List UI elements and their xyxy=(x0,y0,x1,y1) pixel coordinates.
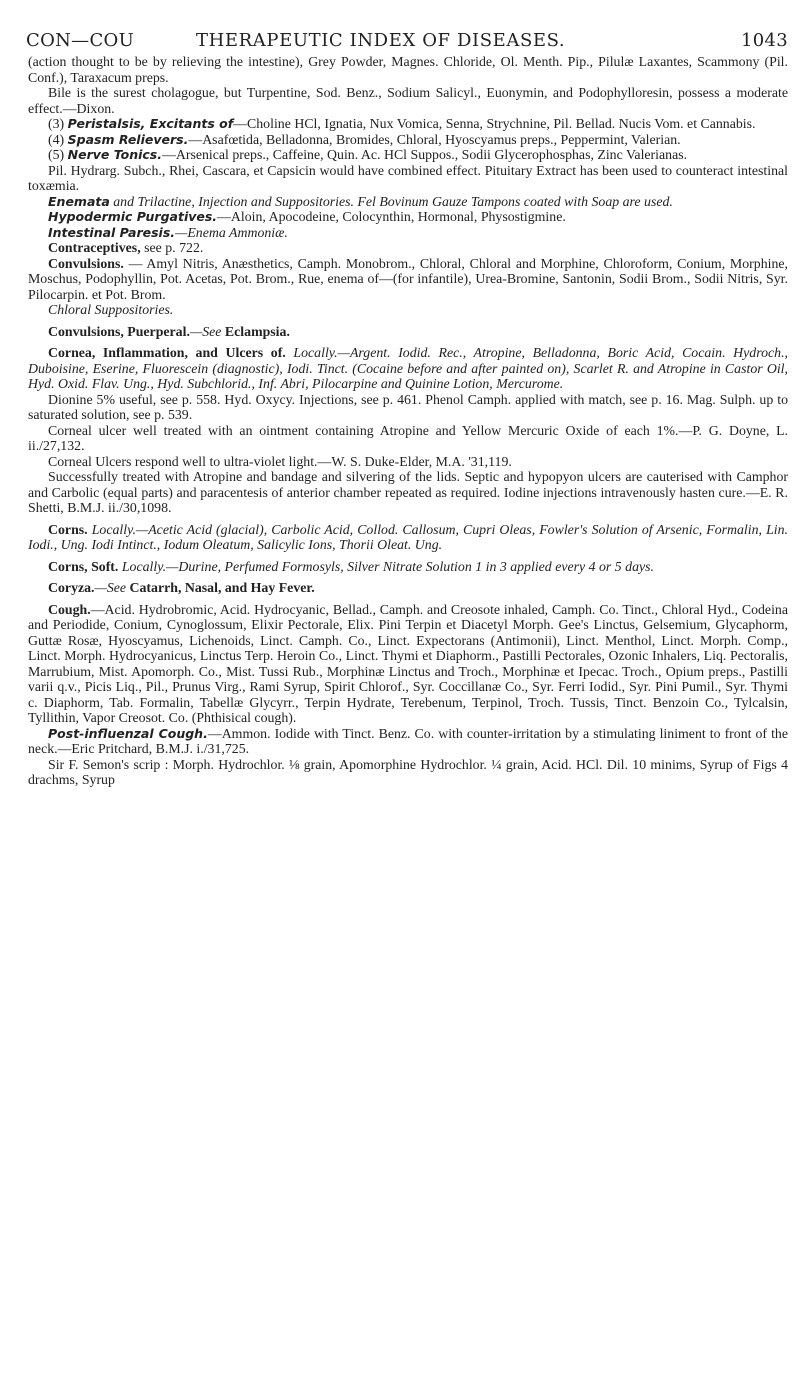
subheading: Nerve Tonics. xyxy=(67,147,162,162)
peristalsis-excitants: (3) Peristalsis, Excitants of—Choline HCl, Ignatia, Nux Vomica, Senna, Strychnine, Pil. Bellad. Nucis Vom. et Cannabis. xyxy=(48,116,756,131)
entry-corns: Corns. Locally.—Acetic Acid (glacial), Carbolic Acid, Collod. Callosum, Cupri Oleas, Fowler's Solution of Arsenic, Formalin, Lin. Iodi., Ung. Iodi Intinct., Iodum Oleatum, Salicylic Ions, Thorii Oleat. Ung. xyxy=(28,521,788,552)
entry-contraceptives: Contraceptives, see p. 722. xyxy=(48,240,204,255)
entry-heading: Corns, Soft. xyxy=(48,558,119,574)
entry-cornea: Cornea, Inflammation, and Ulcers of. Locally.—Argent. Iodid. Rec., Atropine, Belladonna, Boric Acid, Cocain. Hydroch., Duboisine, Eserine, Fluorescein (diagnostic), Iodi. Tinct. (Cocaine before and after painted on), Scarlet R. and Atropine in Castor Oil, Hyd. Oxid. Flav. Ung., Hyd. Subchlorid., Inf. Abri, Pilocarpine and Quinine Lotion, Mercurome. xyxy=(28,345,789,391)
subheading: Hypodermic Purgatives. xyxy=(48,209,218,224)
hypodermic-purgatives: Hypodermic Purgatives.—Aloin, Apocodeine, Colocynthin, Hormonal, Physostigmine. xyxy=(48,209,566,224)
entry-heading: Coryza. xyxy=(48,580,95,595)
entry-corns-soft: Corns, Soft. Locally.—Durine, Perfumed Formosyls, Silver Nitrate Solution 1 in 3 applied every 4 or 5 days. xyxy=(48,558,654,574)
book-page xyxy=(22,6,794,1382)
subheading: Enemata xyxy=(48,193,110,209)
header-section-range: CON—COU xyxy=(26,30,135,51)
entry-heading: Corns. xyxy=(48,521,88,537)
cornea-atropine-bandage: Successfully treated with Atropine and bandage and silvering of the lids. Septic and hypopyon ulcers are cauterised with Camphor and Carbolic (equal parts) and paracentesis of anterior chamber repeated as required. Iodine injections intravenously hasten cure.—E. R. Shetti, B.M.J. ii./30,1098. xyxy=(28,469,788,515)
entry-coryza: Coryza.—See Catarrh, Nasal, and Hay Fever. xyxy=(48,580,315,595)
chloral-suppositories: Chloral Suppositories. xyxy=(48,302,174,317)
header-title: THERAPEUTIC INDEX OF DISEASES. xyxy=(196,30,566,51)
running-header xyxy=(22,6,794,50)
semon-prescription: Sir F. Semon's scrip : Morph. Hydrochlor. ⅛ grain, Apomorphine Hydrochlor. ¼ grain, Acid. HCl. Dil. 10 minims, Syrup of Figs 4 drachms, Syrup xyxy=(28,756,788,787)
entry-convulsions-puerperal: Convulsions, Puerperal.—See Eclampsia. xyxy=(48,323,290,339)
page-number: 1043 xyxy=(740,30,788,51)
index-body xyxy=(22,50,794,788)
cornea-dionine: Dionine 5% useful, see p. 558. Hyd. Oxycy. Injections, see p. 461. Phenol Camph. applied with match, see p. 16. Mag. Sulph. up to saturated solution, see p. 539. xyxy=(28,391,788,422)
constipation-pills: Pil. Hydrarg. Subch., Rhei, Cascara, et Capsicin would have combined effect. Pituitary Extract has been used to counteract intestinal toxæmia. xyxy=(28,162,788,193)
entry-post-influenzal-cough: Post-influenzal Cough.—Ammon. Iodide with Tinct. Benz. Co. with counter-irritation by a stimulating liniment to front of the neck.—Eric Pritchard, B.M.J. i./31,725. xyxy=(28,725,788,756)
spasm-relievers: (4) Spasm Relievers.—Asafœtida, Belladonna, Bromides, Chloral, Hyoscyamus preps., Peppermint, Valerian. xyxy=(48,131,681,147)
entry-cough: Cough.—Acid. Hydrobromic, Acid. Hydrocyanic, Bellad., Camph. and Creosote inhaled, Camph. Co. Tinct., Chloral Hyd., Codeina and Periodide, Conium, Cynoglossum, Elixir Pectorale, Elix. Pini Terpin et Diacetyl Morph. Gee's Linctus, Gelsemium, Glycaphorm, Guttæ Rosæ, Hyoscyamus, Lichenoids, Linct. Camph. Co., Linct. Expectorans (Antimonii), Linct. Menthol, Linct. Morph. Comp., Linct. Morph. Hydrocyanicus, Linctus Terp. Heroin Co., Linct. Thymi et Diaphorm., Pastilli Pectorales, Ozonic Inhalers, Liq. Pectoralis, Marrubium, Mist. Apomorph. Co., Mist. Tussi Rub., Morphinæ Linctus and Troch., Morphinæ et Ipecac. Troch., Opium preps., Pastilli varii q.v., Picis Liq., Pil., Prunus Virg., Rami Syrup, Spirit Chlorof., Syr. Coccillanæ Co., Syr. Ferri Iodid., Syr. Pini Pumil., Syr. Thymi c. Diaphorm, Tab. Formalin, Tabellæ Glycyrr., Terpin Hydrate, Terebenum, Terpinol, Troch. Tussis, Tinct. Benzoin Co., Tylcalsin, Tyllithin, Vapor Creosot. Co. (Phthisical cough). xyxy=(28,601,788,725)
entry-heading: Cough. xyxy=(48,601,91,617)
subheading: Spasm Relievers. xyxy=(67,131,189,147)
entry-convulsions: Convulsions. — Amyl Nitris, Anæsthetics, Camph. Monobrom., Chloral, Chloral and Morphine, Chloroform, Conium, Morphine, Moschus, Podophyllin, Pot. Acetas, Pot. Brom., Rue, enema of—(for infantile), Urea-Bromine, Santonin, Sodii Brom., Sodii Nitris, Syr. Pilocarpin. et Pot. Brom. xyxy=(28,255,788,302)
cornea-ulcer-ointment: Corneal ulcer well treated with an ointment containing Atropine and Yellow Mercuric Oxide of each 1%.—P. G. Doyne, L. ii./27,132. xyxy=(28,422,788,453)
entry-heading: Convulsions, Puerperal. xyxy=(48,323,190,339)
constipation-bile: Bile is the surest cholagogue, but Turpentine, Sod. Benz., Sodium Salicyl., Euonymin, and Podophylloresin, possess a moderate effect.—Dixon. xyxy=(28,85,788,116)
intestinal-paresis: Intestinal Paresis.—Enema Ammoniæ. xyxy=(48,224,288,240)
subheading: Peristalsis, Excitants of xyxy=(67,116,234,131)
enemata: Enemata and Trilactine, Injection and Suppositories. Fel Bovinum Gauze Tampons coated with Soap are used. xyxy=(48,193,673,209)
entry-heading: Convulsions. xyxy=(48,255,124,271)
subheading: Intestinal Paresis. xyxy=(48,224,176,240)
nerve-tonics: (5) Nerve Tonics.—Arsenical preps., Caffeine, Quin. Ac. HCl Suppos., Sodii Glycerophosphas, Zinc Valerianas. xyxy=(48,147,688,162)
entry-heading: Cornea, Inflammation, and Ulcers of. xyxy=(48,345,286,360)
cornea-ultraviolet: Corneal Ulcers respond well to ultra-violet light.—W. S. Duke-Elder, M.A. '31,119. xyxy=(48,453,512,469)
subheading: Post-influenzal Cough. xyxy=(48,725,208,741)
constipation-continued: (action thought to be by relieving the intestine), Grey Powder, Magnes. Chloride, Ol. Menth. Pip., Pilulæ Laxantes, Scammony (Pil. Conf.), Taraxacum preps. xyxy=(28,54,788,85)
entry-heading: Contraceptives, xyxy=(48,240,141,255)
